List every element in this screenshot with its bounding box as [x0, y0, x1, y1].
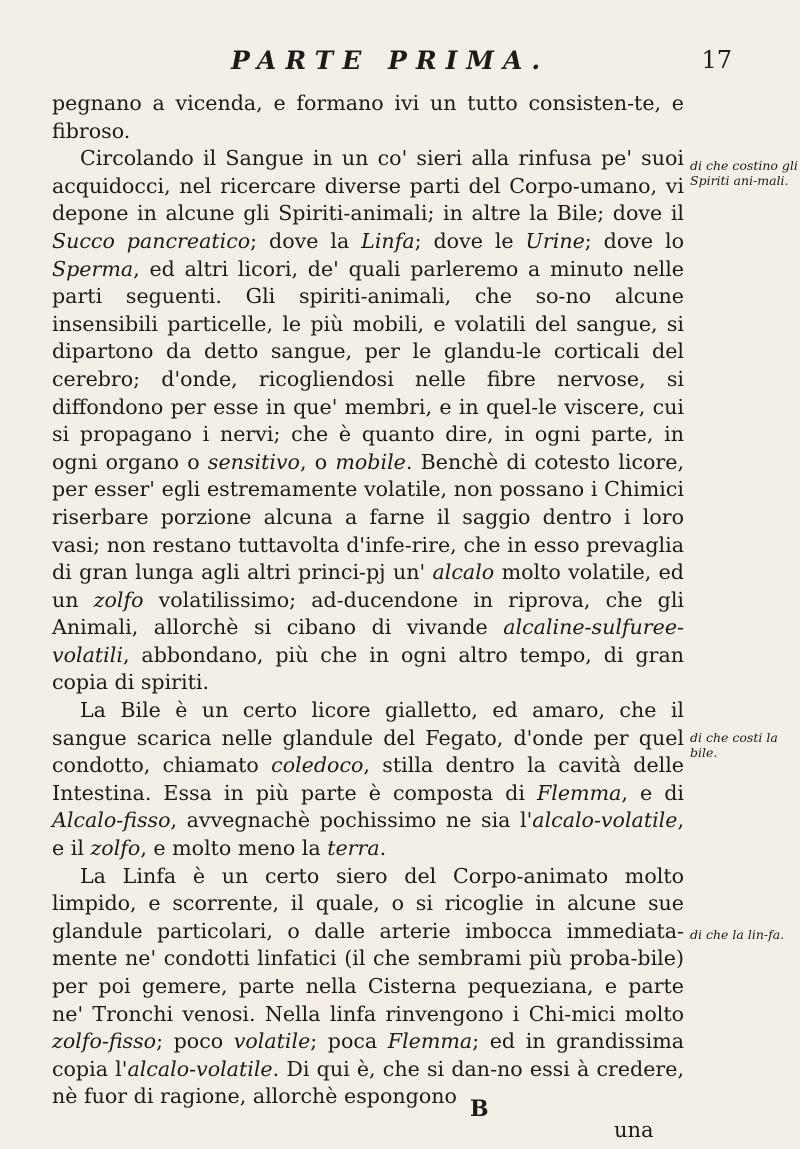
text-run: La Linfa è un certo siero del Corpo-animato molto limpido, e scorrente, il quale, o si ricoglie in alcune sue glandule particolari, o dalle arterie imbocca immediata-mente ne' condotti linfatici (il che sembrami più proba-bile) per poi gemere, parte nella Cisterna pequeziana, e parte ne' Tronchi venosi. Nella linfa rinvengono i Chi-mici molto	[52, 863, 684, 1026]
text-run: . Benchè di cotesto licore, per esser' egli estremamente volatile, non possano i Chimici riserbare porzione alcuna a farne il saggio dentro i loro vasi; non restano tuttavolta d'infe-rire, che in esso prevaglia di gran lunga agli altri princi-pj un'	[52, 449, 684, 585]
text-run: ; ed in grandissima copia l'	[52, 1029, 684, 1081]
italic-term: zolfo	[93, 587, 144, 612]
text-run: ; dove le	[414, 228, 526, 253]
text-run: , stilla dentro la cavità delle Intestina. Essa in più parte è composta di	[52, 753, 684, 805]
margin-note-bile: di che costi la bile.	[690, 730, 778, 760]
paragraph	[52, 863, 684, 1111]
body-text	[52, 90, 684, 1111]
text-run: ; dove la	[250, 228, 362, 253]
italic-term: alcalo-volatile	[532, 808, 678, 833]
text-run: Circolando il Sangue in un co' sieri alla rinfusa pe' suoi acquidocci, nel ricercare diverse parti del Corpo-umano, vi depone in alcune gli Spiriti-animali; in altre la Bile; dove il	[52, 146, 684, 226]
italic-term: coledoco	[271, 753, 364, 778]
text-run: , e il	[52, 808, 684, 861]
italic-term: zolfo	[90, 836, 141, 861]
text-run: , o	[299, 449, 336, 474]
italic-term: Flemma	[387, 1029, 473, 1054]
text-run: pegnano a vicenda, e formano ivi un tutto consisten-te, e fibroso.	[52, 91, 684, 143]
signature-mark: B	[470, 1096, 489, 1122]
italic-term: mobile	[335, 449, 406, 474]
text-run: molto volatile, ed un	[52, 560, 684, 612]
catchword: una	[614, 1118, 654, 1142]
italic-term: alcalo	[432, 560, 495, 585]
text-run: ; poco	[156, 1029, 234, 1054]
italic-term: Sperma	[52, 256, 134, 281]
italic-term: Linfa	[361, 228, 415, 253]
italic-term: alcalo-volatile	[127, 1056, 273, 1081]
italic-term: Urine	[525, 228, 585, 253]
italic-term: zolfo-fisso	[52, 1029, 157, 1054]
text-run: . Di qui è, che si dan-no essi à credere, nè fuor di ragione, allorchè espongono	[52, 1056, 684, 1109]
text-run: , abbondano, più che in ogni altro tempo, di gran copia di spiriti.	[52, 642, 684, 695]
text-run: ; dove lo	[584, 228, 684, 253]
text-run: volatilissimo; ad-ducendone in riprova, che gli Animali, allorchè si cibano di vivande	[52, 587, 685, 640]
running-title: PARTE PRIMA.	[230, 46, 550, 75]
italic-term: terra	[327, 836, 380, 861]
italic-term: Succo pancreatico	[52, 228, 251, 253]
italic-term: sensitivo	[207, 449, 300, 474]
text-run: ; poca	[310, 1029, 388, 1054]
text-run: , e molto meno la	[140, 836, 328, 861]
margin-note-lymph: di che la lin-fa.	[690, 927, 785, 942]
text-run: .	[379, 836, 387, 861]
paragraph	[52, 90, 684, 145]
text-run: , e di	[621, 780, 684, 805]
text-run: , ed altri licori, de' quali parleremo a minuto nelle parti seguenti. Gli spiriti-animali, che so-no alcune insensibili particelle, le più mobili, e volatili del sangue, si dipartono da detto sangue, per le glandu-le corticali del cerebro; d'onde, ricogliendosi nelle fibre nervose, si diffondono per esse in que' membri, e in quel-le viscere, cui si propagano i nervi; che è quanto dire, in ogni parte, in ogni organo o	[52, 256, 684, 474]
paragraph	[52, 145, 684, 697]
italic-term: Flemma	[536, 780, 622, 805]
paragraph	[52, 697, 684, 863]
italic-term: volatile	[233, 1029, 311, 1054]
text-run: , avvegnachè pochissimo ne sia l'	[170, 808, 533, 833]
margin-note-spirits: di che costino gli Spiriti ani-mali.	[690, 158, 798, 188]
page-number: 17	[701, 46, 732, 74]
italic-term: alcaline-sulfuree-volatili	[52, 615, 684, 667]
italic-term: Alcalo-fisso	[52, 808, 171, 833]
text-run: La Bile è un certo licore gialletto, ed amaro, che il sangue scarica nelle glandule del Fegato, d'onde per quel condotto, chiamato	[52, 698, 684, 778]
